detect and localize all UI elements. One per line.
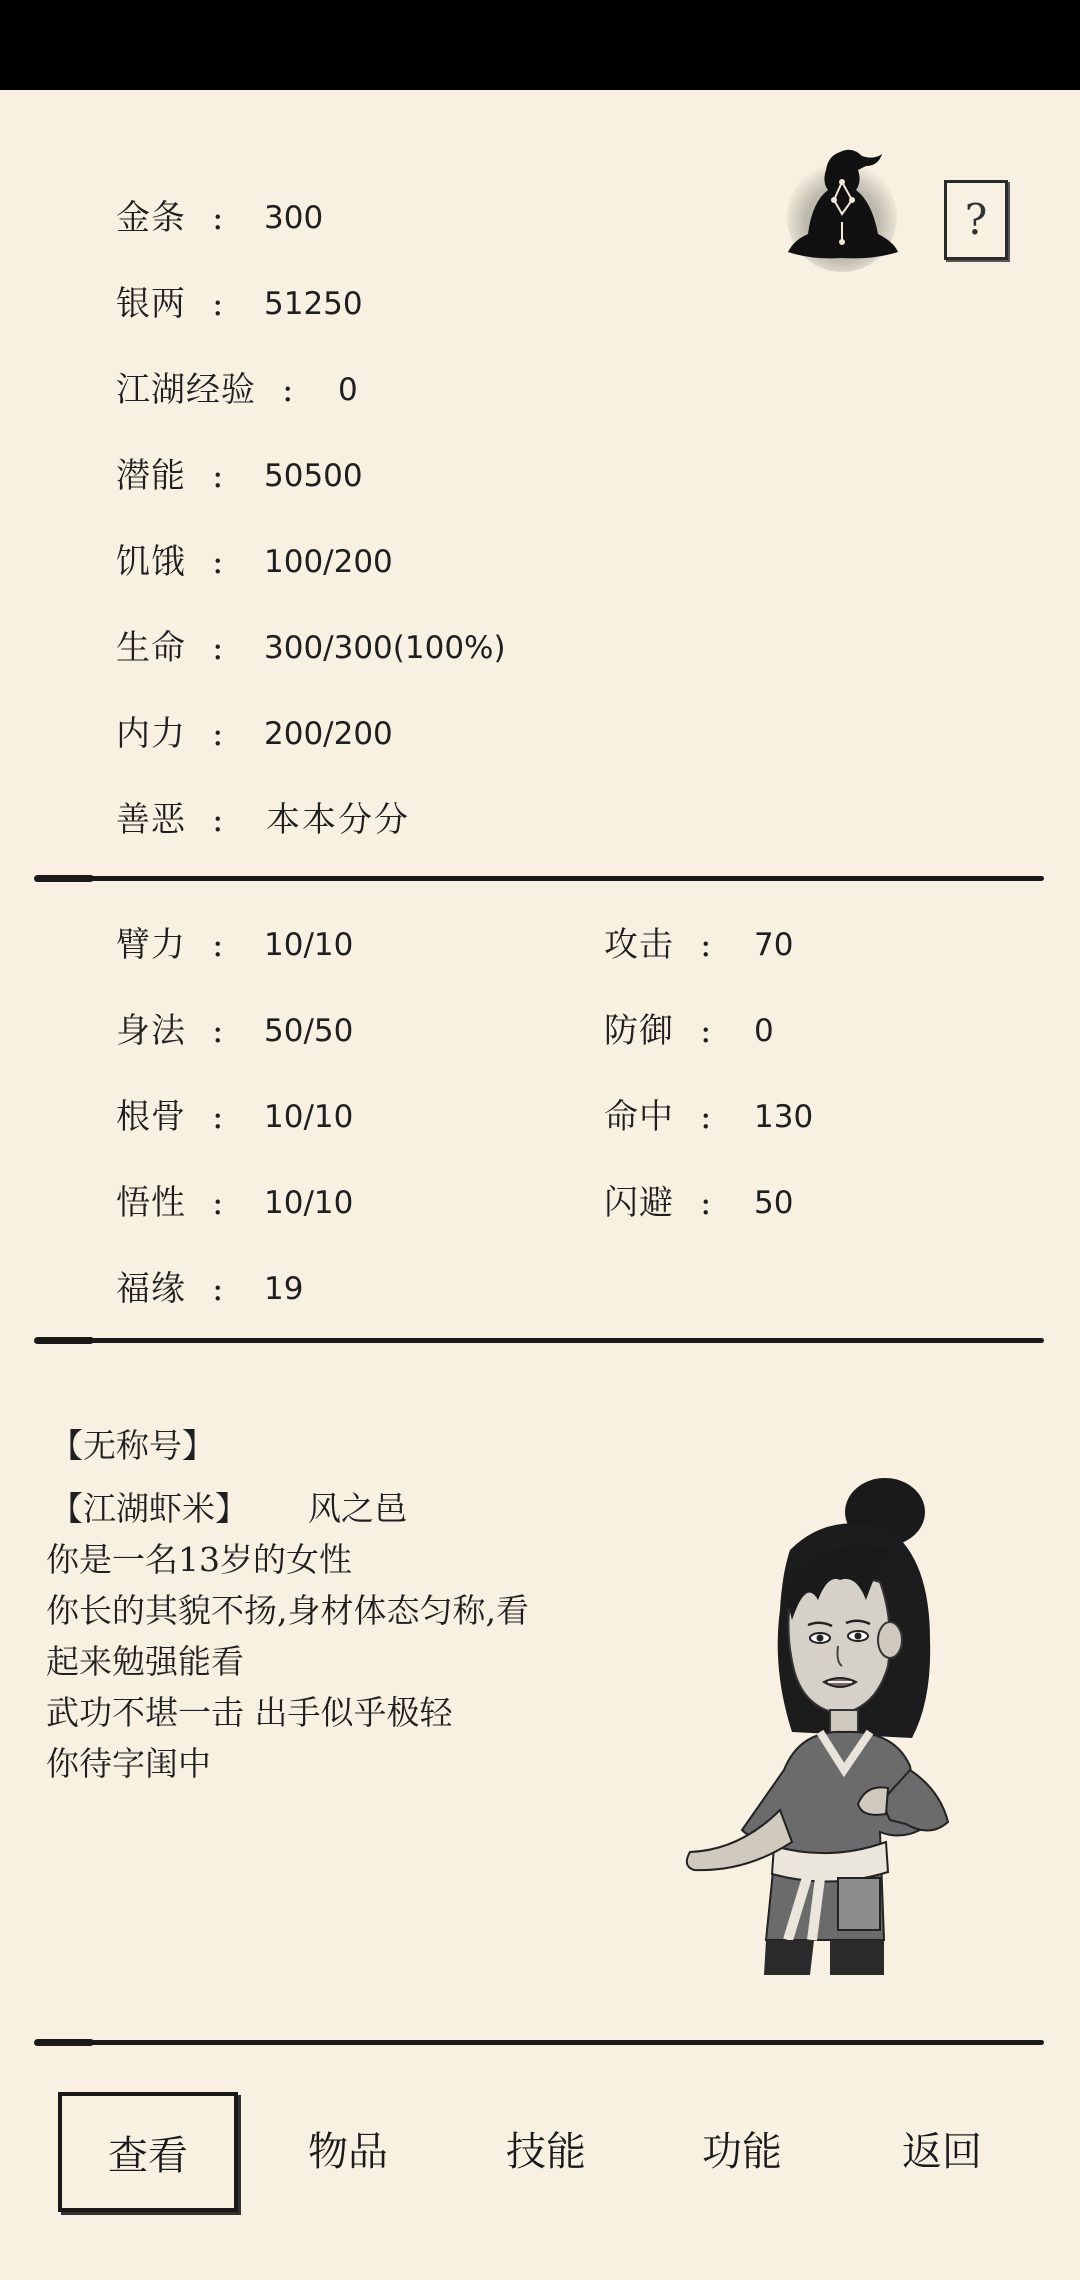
- stat-potential: [116, 456, 616, 496]
- stat-internal-force: [116, 714, 616, 754]
- tab-items[interactable]: [258, 2092, 438, 2212]
- profile-line: 武功不堪一击 出手似乎极轻: [46, 1693, 453, 1732]
- stat-value: 300/300(100%): [264, 630, 506, 666]
- attr-value: 19: [264, 1271, 304, 1307]
- attr-label: 根骨: [116, 1097, 186, 1137]
- tab-label: 物品: [308, 2129, 388, 2175]
- attr-colon: :: [700, 1011, 713, 1051]
- attr-label: 福缘: [116, 1269, 186, 1309]
- attr-value: 50/50: [264, 1013, 354, 1049]
- stat-colon: :: [212, 198, 225, 238]
- attr-label: 悟性: [116, 1183, 186, 1223]
- tab-label: 功能: [702, 2129, 782, 2175]
- profile-rank: 【江湖虾米】: [50, 1489, 248, 1528]
- attr-colon: :: [212, 1011, 225, 1051]
- stat-label: 江湖经验: [116, 370, 256, 410]
- status-bar: [0, 0, 1080, 90]
- attr-colon: :: [212, 925, 225, 965]
- stat-label: 潜能: [116, 456, 186, 496]
- attr-dodge: [604, 1183, 1004, 1223]
- tab-label: 技能: [506, 2129, 586, 2175]
- attr-colon: :: [212, 1097, 225, 1137]
- attr-value: 50: [754, 1185, 794, 1221]
- tab-label: 返回: [902, 2129, 982, 2175]
- stat-jianghu-exp: [116, 370, 616, 410]
- stat-health: [116, 628, 616, 668]
- stat-colon: :: [212, 456, 225, 496]
- profile-line: 你长的其貌不扬,身材体态匀称,看: [46, 1591, 529, 1630]
- profile-line: 你是一名13岁的女性: [46, 1540, 352, 1579]
- profile-line: 你待字闺中: [46, 1744, 211, 1783]
- attr-value: 70: [754, 927, 794, 963]
- attr-value: 10/10: [264, 1099, 354, 1135]
- stat-value: 0: [338, 372, 358, 408]
- character-portrait: [680, 1470, 970, 1975]
- attr-label: 防御: [604, 1011, 674, 1051]
- stat-value: 200/200: [264, 716, 393, 752]
- stat-label: 生命: [116, 628, 186, 668]
- help-button[interactable]: [944, 180, 1008, 260]
- stat-colon: :: [212, 800, 225, 840]
- stat-colon: :: [212, 542, 225, 582]
- stat-label: 金条: [116, 198, 186, 238]
- stat-value: 本本分分: [266, 800, 410, 840]
- section-divider: [36, 876, 1044, 881]
- attr-colon: :: [212, 1269, 225, 1309]
- stat-colon: :: [212, 284, 225, 324]
- attr-agility: [116, 1011, 516, 1051]
- profile-title: 【无称号】: [50, 1426, 215, 1465]
- stat-morality: [116, 800, 616, 840]
- stat-silver: [116, 284, 616, 324]
- section-divider: [36, 2040, 1044, 2045]
- attr-value: 0: [754, 1013, 774, 1049]
- stat-colon: :: [282, 370, 295, 410]
- stat-gold-bars: [116, 198, 616, 238]
- tab-view[interactable]: [58, 2092, 238, 2212]
- profile-sect: 风之邑: [308, 1489, 407, 1528]
- attr-attack: [604, 925, 1004, 965]
- attr-value: 130: [754, 1099, 814, 1135]
- tab-label: 查看: [108, 2133, 188, 2179]
- help-icon: ?: [964, 195, 988, 244]
- stat-colon: :: [212, 628, 225, 668]
- stat-value: 50500: [264, 458, 363, 494]
- stat-value: 100/200: [264, 544, 393, 580]
- stat-label: 银两: [116, 284, 186, 324]
- attr-label: 命中: [604, 1097, 674, 1137]
- tab-back[interactable]: [852, 2092, 1032, 2212]
- attr-defense: [604, 1011, 1004, 1051]
- stat-value: 51250: [264, 286, 363, 322]
- attr-value: 10/10: [264, 927, 354, 963]
- attr-colon: :: [700, 1183, 713, 1223]
- attr-label: 攻击: [604, 925, 674, 965]
- stat-label: 善恶: [116, 800, 186, 840]
- attr-colon: :: [700, 1097, 713, 1137]
- stat-label: 饥饿: [116, 542, 186, 582]
- attr-label: 身法: [116, 1011, 186, 1051]
- stat-colon: :: [212, 714, 225, 754]
- attr-constitution: [116, 1097, 516, 1137]
- attr-comprehension: [116, 1183, 516, 1223]
- stat-value: 300: [264, 200, 324, 236]
- attr-value: 10/10: [264, 1185, 354, 1221]
- profile-line: 起来勉强能看: [46, 1642, 244, 1681]
- attr-colon: :: [700, 925, 713, 965]
- attr-strength: [116, 925, 516, 965]
- meditating-master-icon[interactable]: [782, 142, 902, 272]
- section-divider: [36, 1338, 1044, 1343]
- attr-label: 臂力: [116, 925, 186, 965]
- stat-label: 内力: [116, 714, 186, 754]
- attr-accuracy: [604, 1097, 1004, 1137]
- tab-functions[interactable]: [652, 2092, 832, 2212]
- attr-label: 闪避: [604, 1183, 674, 1223]
- attr-colon: :: [212, 1183, 225, 1223]
- stat-hunger: [116, 542, 616, 582]
- attr-fortune: [116, 1269, 516, 1309]
- tab-skills[interactable]: [456, 2092, 636, 2212]
